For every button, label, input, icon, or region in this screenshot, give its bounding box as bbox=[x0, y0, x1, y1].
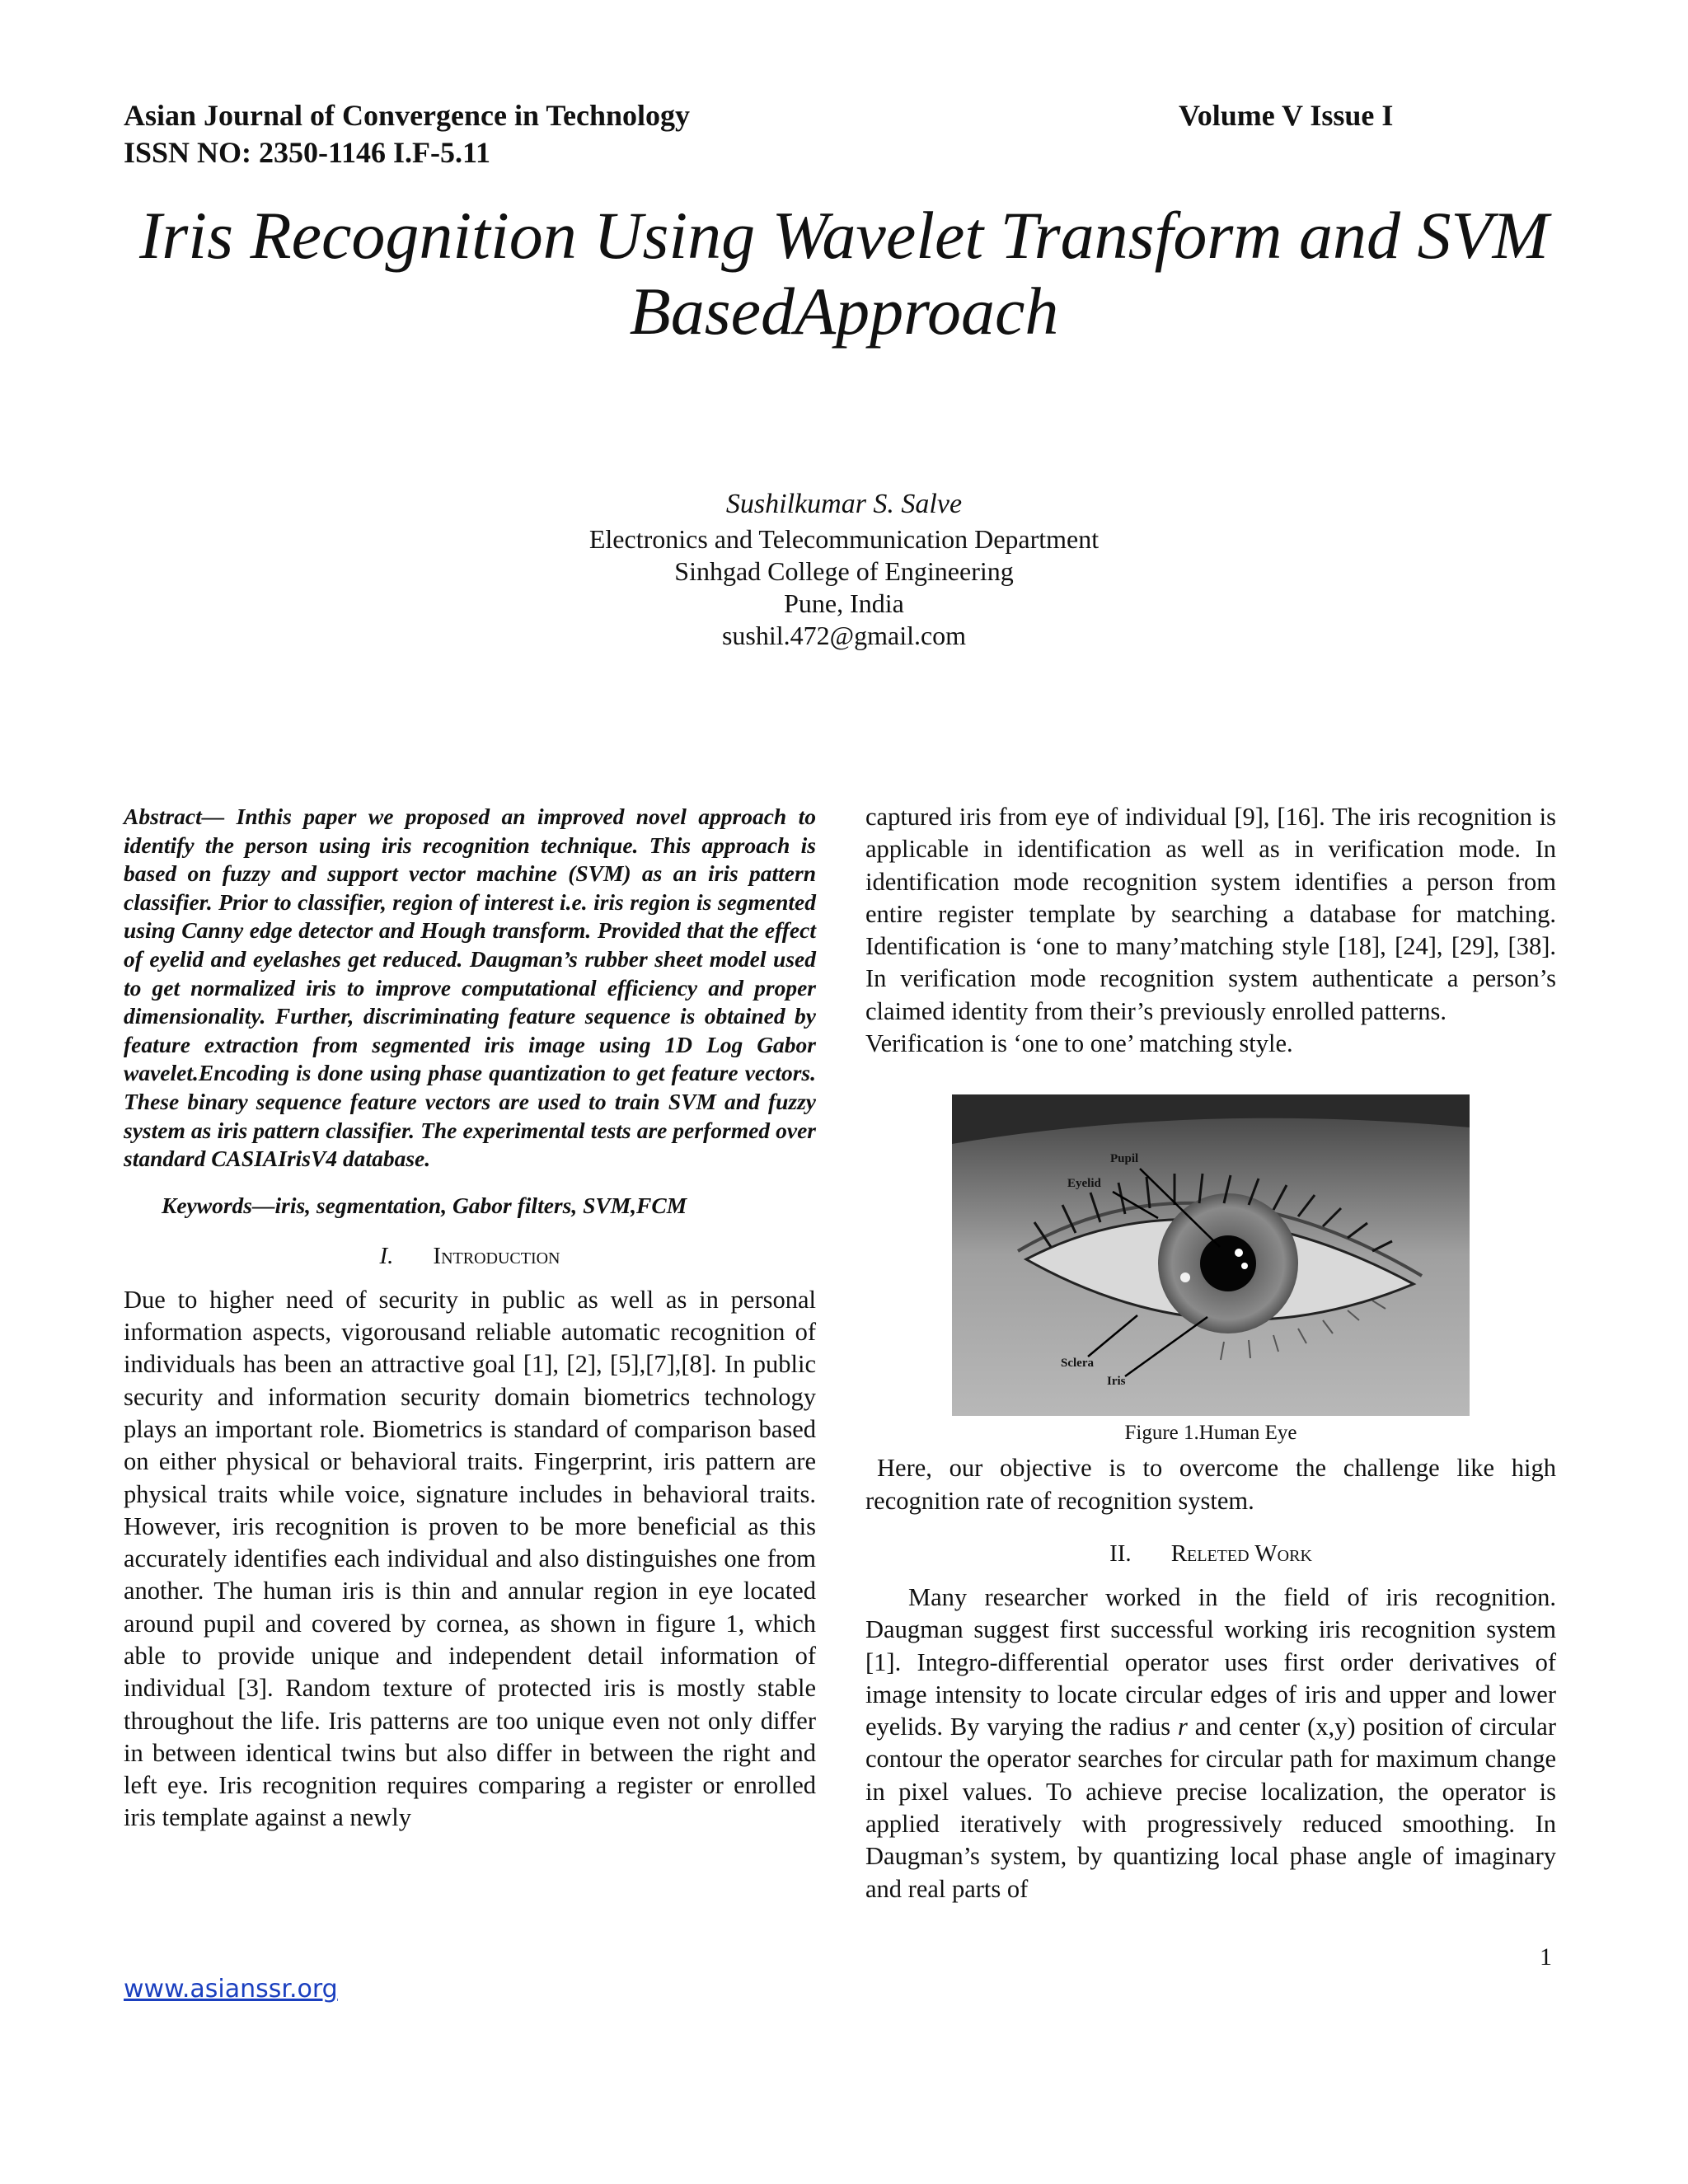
author-email: sushil.472@gmail.com bbox=[721, 621, 967, 650]
related-work-text-a: Many researcher worked in the field of iris recognition. Daugman suggest first successful working iris recognition system [1]. Integro-differential operator uses first order derivatives of image intensity to locate circular edges of iris and upper and lower eyelids. By varying the radius bbox=[865, 1582, 1556, 1741]
issn: ISSN NO: 2350-1146 I.F-5.11 bbox=[124, 136, 491, 169]
section-title: Releted Work bbox=[1170, 1540, 1312, 1567]
volume-issue: Volume V Issue I bbox=[1179, 99, 1394, 132]
title-line-1: Iris Recognition Using Wavelet Transform and SVM bbox=[139, 198, 1549, 273]
label-eyelid: Eyelid bbox=[1067, 1177, 1101, 1191]
radius-variable: r bbox=[1178, 1713, 1188, 1741]
section-number: I. bbox=[379, 1242, 394, 1269]
paper-title bbox=[82, 198, 1606, 349]
verification-text: Verification is ‘one to one’ matching style. bbox=[865, 1029, 1293, 1058]
label-iris: Iris bbox=[1107, 1375, 1126, 1389]
author-location: Pune, India bbox=[784, 588, 904, 618]
related-work-text bbox=[865, 1582, 1556, 1905]
journal-name: Asian Journal of Convergence in Technology bbox=[124, 99, 691, 132]
section-number: II. bbox=[1109, 1540, 1132, 1567]
section-title: Introduction bbox=[433, 1242, 560, 1269]
objective-text: Here, our objective is to overcome the challenge like high recognition rate of recognition system. bbox=[865, 1454, 1556, 1515]
human-eye-figure bbox=[952, 1094, 1470, 1416]
figure-caption: Figure 1.Human Eye bbox=[1124, 1422, 1297, 1445]
eye-illustration bbox=[952, 1094, 1470, 1416]
author-block bbox=[0, 488, 1688, 652]
author-college: Sinhgad College of Engineering bbox=[674, 556, 1014, 586]
related-work-text-b: and center (x,y) position of circular contour the operator searches for circular path for maximum change in pixel values. To achieve precise localization, the operator is applied iteratively with progressively reduced smoothing. In Daugman’s system, by quantizing local phase angle of imaginary and real parts of bbox=[865, 1713, 1556, 1903]
section-heading-related-work bbox=[865, 1539, 1556, 1568]
label-sclera: Sclera bbox=[1061, 1357, 1094, 1371]
website-link[interactable]: www.asianssr.org bbox=[124, 1975, 338, 2004]
title-line-2: BasedApproach bbox=[629, 274, 1059, 349]
label-pupil: Pupil bbox=[1110, 1152, 1139, 1166]
page-number: 1 bbox=[1540, 1943, 1552, 1971]
author-department: Electronics and Telecommunication Department bbox=[588, 524, 1100, 554]
author-name: Sushilkumar S. Salve bbox=[725, 489, 963, 519]
left-column bbox=[124, 803, 816, 1835]
introduction-text: Due to higher need of security in public as well as in personal information aspects, vigorousand reliable automatic recognition of individuals has been an attractive goal [1], [2], [5],[7],[8]. In public security and information security domain biometrics technology plays an important role. Biometrics is standard of comparison based on either physical or behavioral traits. Fingerprint, iris pattern are physical traits while voice, signature includes in behavioral traits. However, iris recognition is proven to be more beneficial as this accurately identifies each individual and also distinguishes one from another. The human iris is thin and annular region in eye located around pupil and covered by cornea, as shown in figure 1, which able to provide unique and independent detail information of individual [3]. Random texture of protected iris is mostly stable throughout the life. Iris patterns are too unique even not only differ in between identical twins but also differ in between the right and left eye. Iris recognition requires comparing a register or enrolled iris template against a newly bbox=[124, 1285, 816, 1832]
abstract: Abstract— Inthis paper we proposed an improved novel approach to identify the person using iris recognition technique. This approach is based on fuzzy and support vector machine (SVM) as an iris pattern classifier. Prior to classifier, region of interest i.e. iris region is segmented using Canny edge detector and Hough transform. Provided that the effect of eyelid and eyelashes get reduced. Daugman’s rubber sheet model used to get normalized iris to improve computational efficiency and proper dimensionality. Further, discriminating feature sequence is obtained by feature extraction from segmented iris image using 1D Log Gabor wavelet.Encoding is done using phase quantization to get feature vectors. These binary sequence feature vectors are used to train SVM and fuzzy system as iris pattern classifier. The experimental tests are performed over standard CASIAIrisV4 database. bbox=[124, 804, 816, 1172]
keywords: Keywords—iris, segmentation, Gabor filters, SVM,FCM bbox=[162, 1192, 687, 1218]
section-heading-introduction bbox=[124, 1241, 816, 1271]
right-column bbox=[865, 801, 1556, 1905]
introduction-continued-text: captured iris from eye of individual [9], [16]. The iris recognition is applicable in identification as well as in verification mode. In identification mode recognition system identifies a person from entire register template by searching a database for matching. Identification is ‘one to many’matching style [18], [24], [29], [38]. In verification mode recognition system authenticate a person’s claimed identity from their’s previously enrolled patterns. bbox=[865, 803, 1556, 1025]
